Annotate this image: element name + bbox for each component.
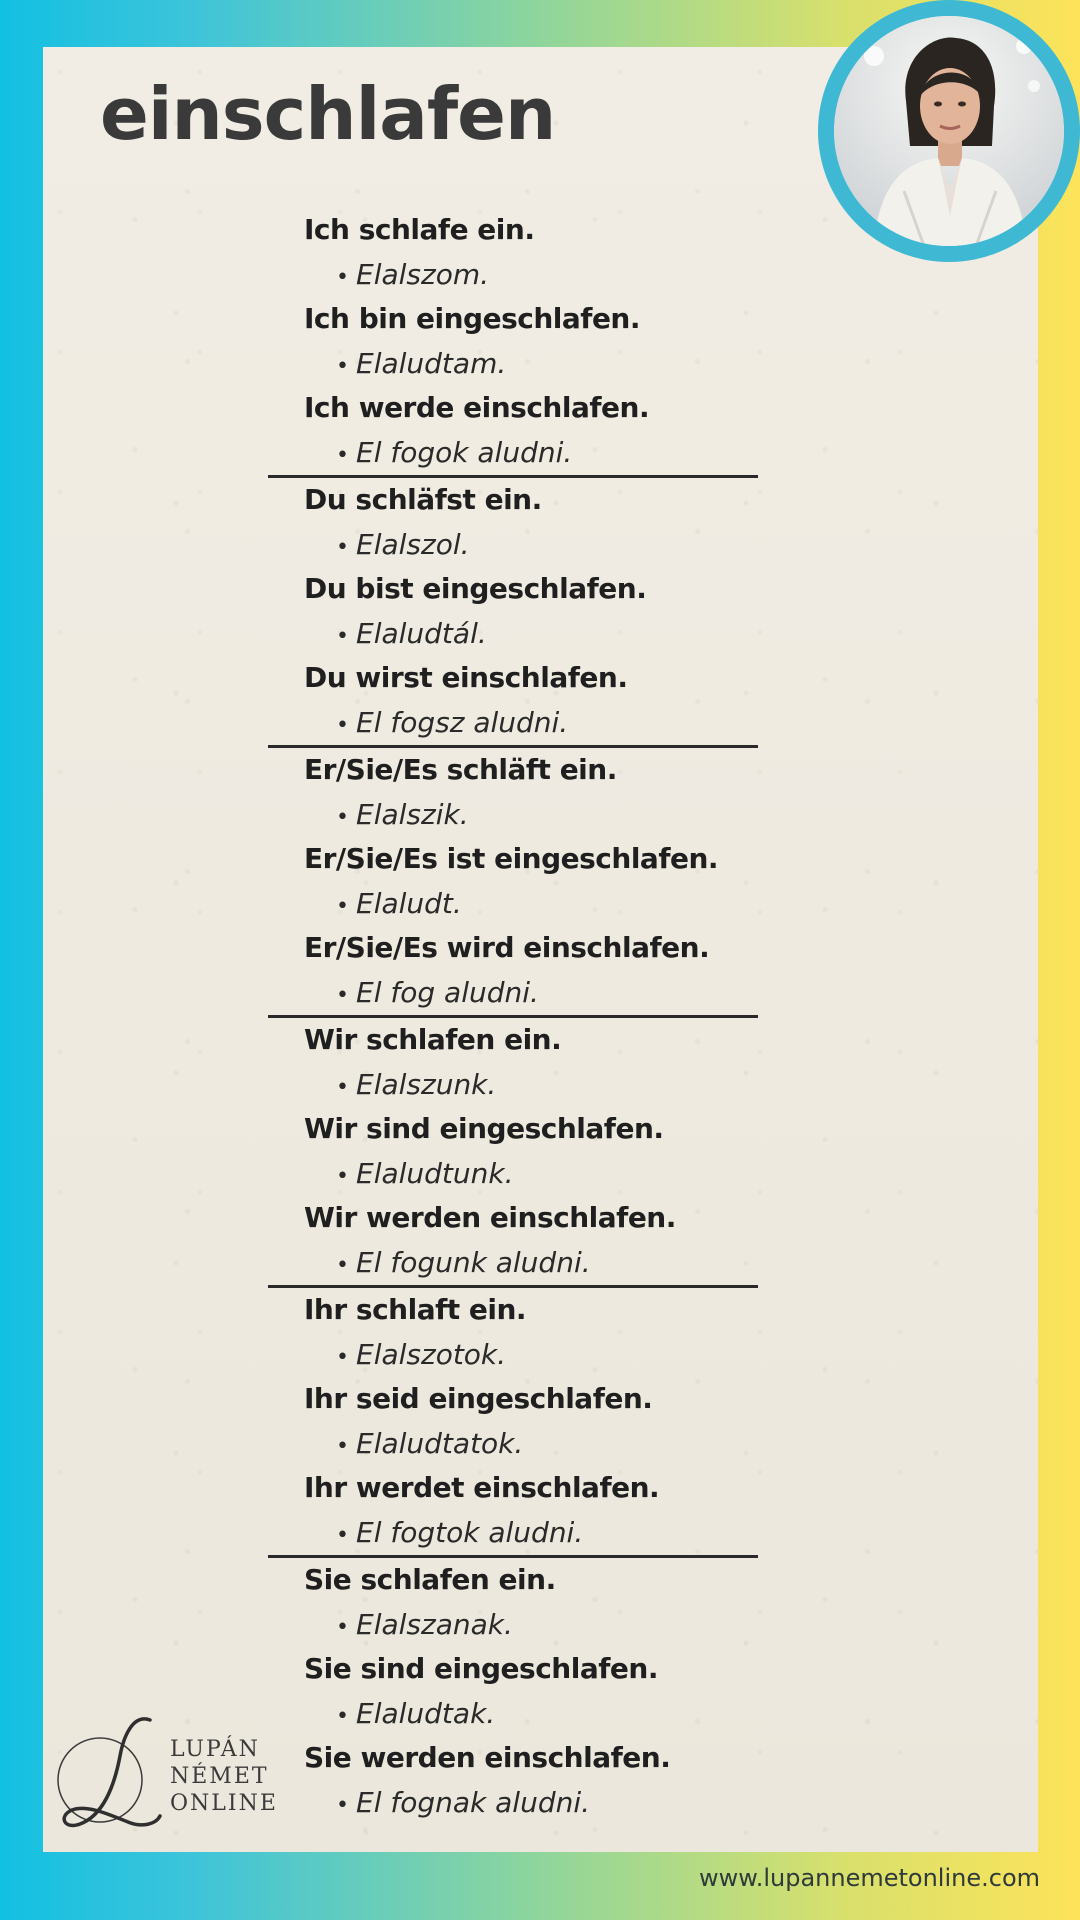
translation-text: Elaludtál. xyxy=(356,617,487,650)
conjugation-item xyxy=(268,1018,758,1107)
conjugation-group-sie xyxy=(268,1555,758,1825)
conjugation-list xyxy=(268,208,758,1825)
translation-text: Elaludtunk. xyxy=(356,1157,514,1190)
bullet-dot-icon: • xyxy=(336,535,349,560)
bullet-dot-icon: • xyxy=(336,983,349,1008)
page-title: einschlafen xyxy=(100,72,556,156)
hungarian-translation xyxy=(336,430,758,475)
german-sentence: Wir werden einschlafen. xyxy=(304,1201,676,1234)
hungarian-translation xyxy=(336,700,758,745)
translation-text: Elaludt. xyxy=(356,887,462,920)
conjugation-item xyxy=(268,1377,758,1466)
bullet-dot-icon: • xyxy=(336,1434,349,1459)
script-l-logo-icon xyxy=(52,1712,172,1837)
german-sentence: Du wirst einschlafen. xyxy=(304,661,628,694)
german-sentence: Er/Sie/Es ist eingeschlafen. xyxy=(304,842,719,875)
german-sentence: Du bist eingeschlafen. xyxy=(304,572,647,605)
website-url[interactable]: www.lupannemetonline.com xyxy=(699,1864,1040,1892)
german-sentence: Er/Sie/Es wird einschlafen. xyxy=(304,931,710,964)
conjugation-group-ich xyxy=(268,208,758,475)
conjugation-item xyxy=(268,386,758,475)
bullet-dot-icon: • xyxy=(336,1164,349,1189)
conjugation-item xyxy=(268,926,758,1015)
german-sentence: Sie sind eingeschlafen. xyxy=(304,1652,658,1685)
portrait-illustration xyxy=(834,16,1064,246)
conjugation-item xyxy=(268,748,758,837)
logo-line: ONLINE xyxy=(170,1791,278,1816)
german-sentence: Wir sind eingeschlafen. xyxy=(304,1112,664,1145)
conjugation-item xyxy=(268,1647,758,1736)
hungarian-translation xyxy=(336,252,758,297)
german-sentence: Ich schlafe ein. xyxy=(304,213,535,246)
bullet-dot-icon: • xyxy=(336,1793,349,1818)
conjugation-item xyxy=(268,567,758,656)
hungarian-translation xyxy=(336,611,758,656)
translation-text: Elalszunk. xyxy=(356,1068,497,1101)
hungarian-translation xyxy=(336,522,758,567)
translation-text: Elalszol. xyxy=(356,528,470,561)
translation-text: El fognak aludni. xyxy=(356,1786,591,1819)
conjugation-group-ihr xyxy=(268,1285,758,1555)
bullet-dot-icon: • xyxy=(336,894,349,919)
conjugation-item xyxy=(268,1558,758,1647)
hungarian-translation xyxy=(336,1780,758,1825)
conjugation-item xyxy=(268,1196,758,1285)
german-sentence: Sie schlafen ein. xyxy=(304,1563,556,1596)
conjugation-item xyxy=(268,1466,758,1555)
translation-text: Elaludtak. xyxy=(356,1697,496,1730)
german-sentence: Ich bin eingeschlafen. xyxy=(304,302,641,335)
bullet-dot-icon: • xyxy=(336,265,349,290)
bullet-dot-icon: • xyxy=(336,1345,349,1370)
author-avatar xyxy=(818,0,1080,262)
translation-text: Elalszanak. xyxy=(356,1608,513,1641)
bullet-dot-icon: • xyxy=(336,354,349,379)
bullet-dot-icon: • xyxy=(336,1253,349,1278)
german-sentence: Ihr werdet einschlafen. xyxy=(304,1471,660,1504)
german-sentence: Sie werden einschlafen. xyxy=(304,1741,671,1774)
bullet-dot-icon: • xyxy=(336,443,349,468)
hungarian-translation xyxy=(336,1691,758,1736)
hungarian-translation xyxy=(336,881,758,926)
conjugation-item xyxy=(268,1288,758,1377)
hungarian-translation xyxy=(336,1602,758,1647)
german-sentence: Ihr schlaft ein. xyxy=(304,1293,527,1326)
bullet-dot-icon: • xyxy=(336,1075,349,1100)
hungarian-translation xyxy=(336,792,758,837)
translation-text: El fogtok aludni. xyxy=(356,1516,584,1549)
logo-line: NÉMET xyxy=(170,1764,269,1789)
translation-text: El fogok aludni. xyxy=(356,436,573,469)
conjugation-item xyxy=(268,837,758,926)
conjugation-item xyxy=(268,297,758,386)
hungarian-translation xyxy=(336,1332,758,1377)
brand-logo xyxy=(52,1712,278,1837)
german-sentence: Er/Sie/Es schläft ein. xyxy=(304,753,617,786)
conjugation-item xyxy=(268,478,758,567)
german-sentence: Ich werde einschlafen. xyxy=(304,391,650,424)
translation-text: Elaludtatok. xyxy=(356,1427,524,1460)
conjugation-item xyxy=(268,656,758,745)
author-portrait xyxy=(834,16,1064,246)
logo-wordmark xyxy=(170,1736,278,1817)
translation-text: Elalszik. xyxy=(356,798,469,831)
bullet-dot-icon: • xyxy=(336,713,349,738)
bullet-dot-icon: • xyxy=(336,1615,349,1640)
hungarian-translation xyxy=(336,1151,758,1196)
conjugation-group-du xyxy=(268,475,758,745)
german-sentence: Wir schlafen ein. xyxy=(304,1023,562,1056)
hungarian-translation xyxy=(336,1240,758,1285)
german-sentence: Ihr seid eingeschlafen. xyxy=(304,1382,653,1415)
translation-text: El fog aludni. xyxy=(356,976,539,1009)
hungarian-translation xyxy=(336,341,758,386)
translation-text: Elaludtam. xyxy=(356,347,507,380)
hungarian-translation xyxy=(336,1510,758,1555)
bullet-dot-icon: • xyxy=(336,805,349,830)
translation-text: El fogsz aludni. xyxy=(356,706,569,739)
logo-line: LUPÁN xyxy=(170,1737,260,1762)
conjugation-group-er-sie-es xyxy=(268,745,758,1015)
hungarian-translation xyxy=(336,1421,758,1466)
translation-text: Elalszotok. xyxy=(356,1338,507,1371)
bullet-dot-icon: • xyxy=(336,1704,349,1729)
translation-text: El fogunk aludni. xyxy=(356,1246,591,1279)
german-sentence: Du schläfst ein. xyxy=(304,483,542,516)
bullet-dot-icon: • xyxy=(336,1523,349,1548)
conjugation-group-wir xyxy=(268,1015,758,1285)
conjugation-item xyxy=(268,1107,758,1196)
conjugation-item xyxy=(268,1736,758,1825)
hungarian-translation xyxy=(336,1062,758,1107)
conjugation-item xyxy=(268,208,758,297)
bullet-dot-icon: • xyxy=(336,624,349,649)
translation-text: Elalszom. xyxy=(356,258,489,291)
hungarian-translation xyxy=(336,970,758,1015)
